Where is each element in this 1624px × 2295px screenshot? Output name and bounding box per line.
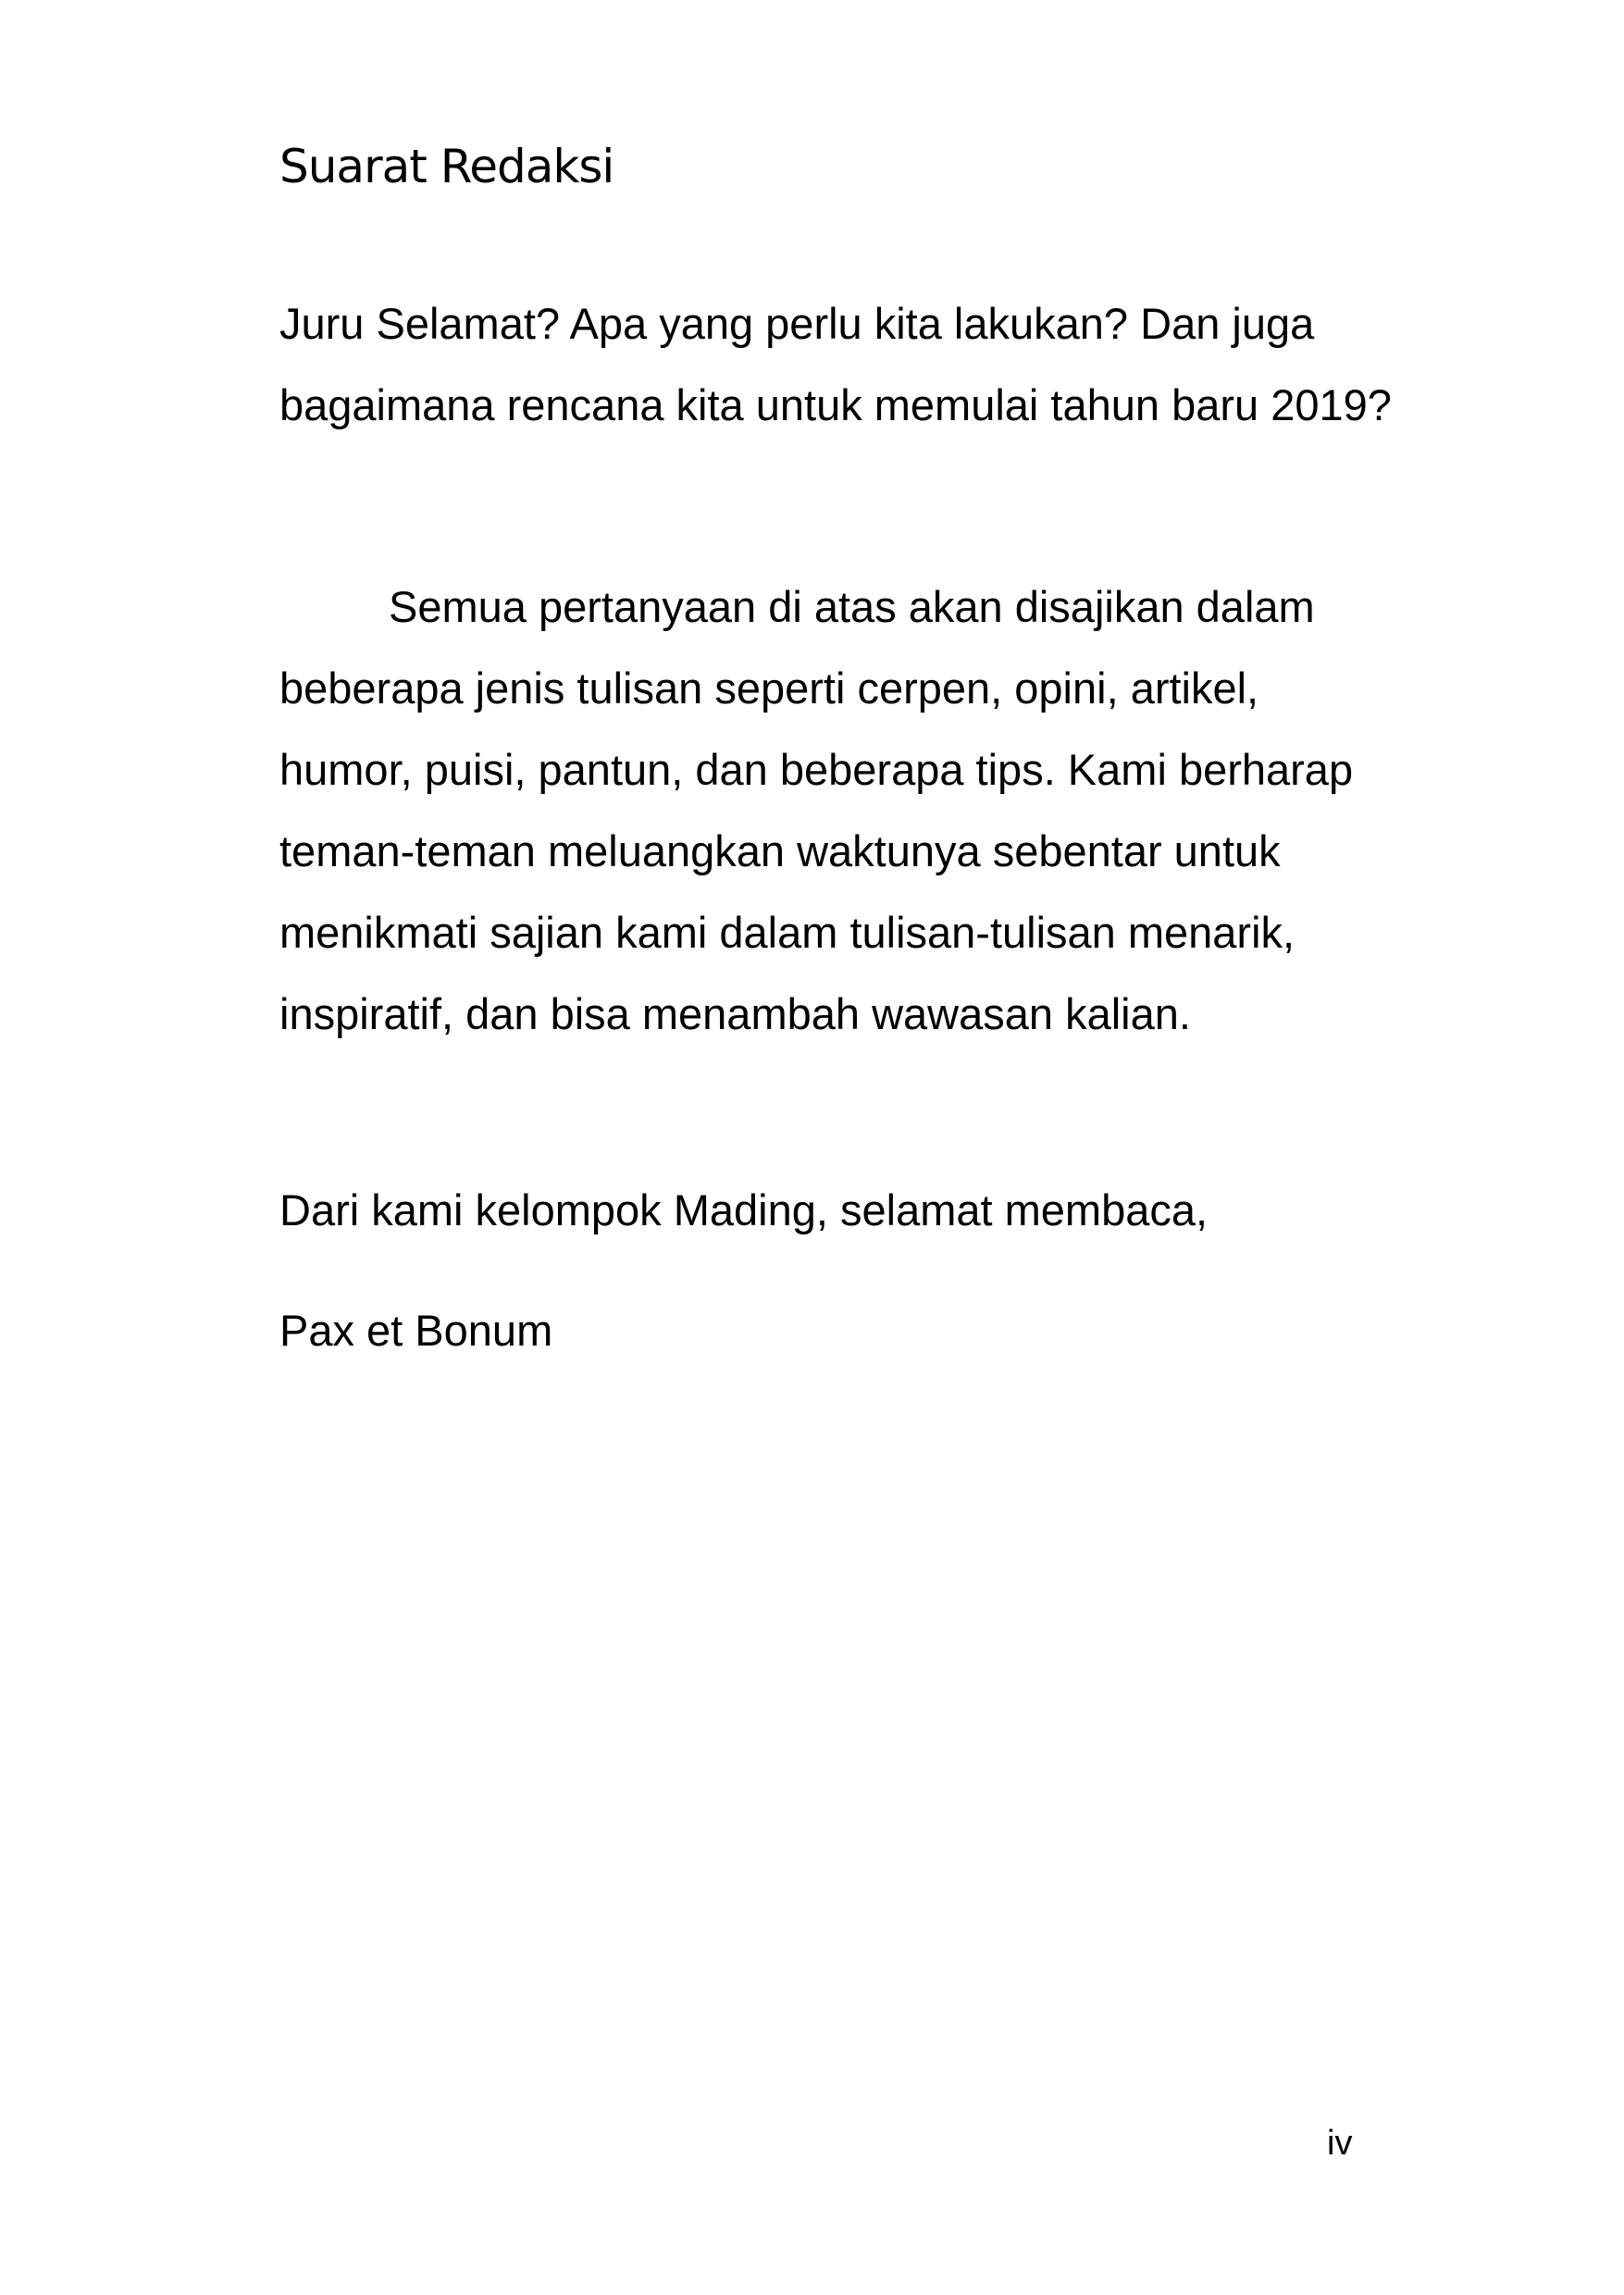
page-title: Suarat Redaksi (279, 140, 614, 193)
paragraph-signature: Pax et Bonum (279, 1306, 553, 1355)
paragraph-closing-greeting: Dari kami kelompok Mading, selamat membaca, (279, 1185, 1209, 1234)
paragraph-contents-description: Semua pertanyaan di atas akan disajikan dalam beberapa jenis tulisan seperti cerpen, opini, artikel, humor, puisi, pantun, dan beberapa tips. Kami berharap teman-teman meluangkan waktunya sebentar untuk menikmati sajian kami dalam tulisan-tulisan menarik, inspiratif, dan bisa menambah wawasan kalian. (279, 582, 1354, 1038)
page-number: iv (1327, 2124, 1353, 2163)
paragraph-intro-questions: Juru Selamat? Apa yang perlu kita lakukan? Dan juga bagaimana rencana kita untuk memulai tahun baru 2019? (279, 299, 1392, 429)
